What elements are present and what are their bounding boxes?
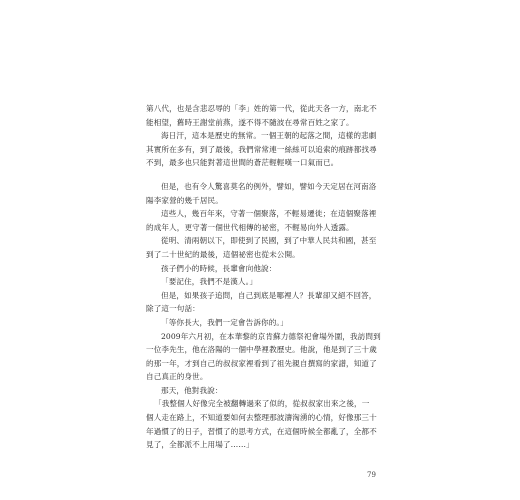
text-line: 不到，最多也只能對著這世間的蒼茫輕輕嘆一口氣而已。 bbox=[146, 158, 339, 168]
text-line: 孩子們小的時候，長輩會向他說： bbox=[161, 263, 277, 273]
paragraph bbox=[146, 207, 398, 234]
text-line: 但是，如果孩子追問，自己到底是哪裡人？長輩卻又絕不回答， bbox=[161, 290, 377, 300]
paragraph bbox=[146, 275, 398, 289]
text-line: 的成年人，更守著一個世代相傳的祕密，不輕易向外人透露。 bbox=[146, 222, 354, 232]
text-line: 個人走在路上，不知道要如何去整理那波濤洶湧的心情，好像那三十 bbox=[146, 413, 377, 423]
text-line: 除了這一句話： bbox=[146, 304, 200, 314]
text-line: 從明、清兩朝以下，即使到了民國，到了中華人民共和國，甚至 bbox=[161, 236, 377, 246]
text-line: 一位李先生，他在洛陽的一個中學裡教歷史。他說，他是到了三十歲 bbox=[146, 345, 377, 355]
paragraph bbox=[146, 330, 398, 384]
page-number: 79 bbox=[367, 471, 376, 479]
paragraph bbox=[146, 262, 398, 276]
text-line: 那天，他對我說： bbox=[161, 385, 223, 395]
text-line: 年過慣了的日子，習慣了的思考方式，在這個時候全都亂了，全都不 bbox=[146, 426, 377, 436]
text-line: 的那一年，才到自己的叔叔家裡看到了祖先親自撰寫的家譜，知道了 bbox=[146, 358, 377, 368]
text-line: 見了，全都派不上用場了……」 bbox=[146, 440, 254, 450]
paragraph bbox=[146, 316, 398, 330]
paragraph bbox=[146, 102, 398, 129]
paragraph bbox=[146, 180, 398, 207]
text-line: 其實所在多有，到了最後，我們常常連一絲絲可以追索的痕跡都找尋 bbox=[146, 144, 377, 154]
text-line: 到了二十世紀的最後，這個祕密也從未公開。 bbox=[146, 249, 300, 259]
text-line: 但是，也有令人驚喜莫名的例外，譬如，譬如今天定居在河南洛 bbox=[161, 181, 377, 191]
paragraph bbox=[146, 289, 398, 316]
text-line: 陽李家營的幾千居民。 bbox=[146, 195, 223, 205]
text-line: 2009年六月初，在本華黎的京肯蘇力德祭祀會場外圍，我訪問到 bbox=[161, 331, 381, 341]
text-line: 海日汗，這本是歷史的無常。一個王朝的起落之間，這樣的悲劇 bbox=[161, 131, 377, 141]
paragraph bbox=[146, 397, 398, 451]
text-line: 能相望，舊時王謝堂前燕，遂不得不隨波在尋常百姓之家了。 bbox=[146, 117, 354, 127]
text-line: 這些人，幾百年來，守著一個聚落，不輕易遷徙；在這個聚落裡 bbox=[161, 209, 377, 219]
paragraph bbox=[146, 234, 398, 261]
text-line: 「要記住，我們不是漢人。」 bbox=[161, 277, 258, 287]
paragraph bbox=[146, 384, 398, 398]
body-text bbox=[146, 102, 398, 452]
text-line: 第八代，也是含悲忍辱的「李」姓的第一代，從此天各一方，南北不 bbox=[146, 104, 377, 113]
paragraph-gap bbox=[146, 170, 398, 180]
text-line: 自己真正的身世。 bbox=[146, 372, 208, 382]
text-line: 「等你長大，我們一定會告訴你的。」 bbox=[161, 317, 288, 327]
text-line: 「我整個人好像完全被翻轉過來了似的，從叔叔家出來之後，一 bbox=[154, 399, 370, 409]
paragraph bbox=[146, 129, 398, 170]
